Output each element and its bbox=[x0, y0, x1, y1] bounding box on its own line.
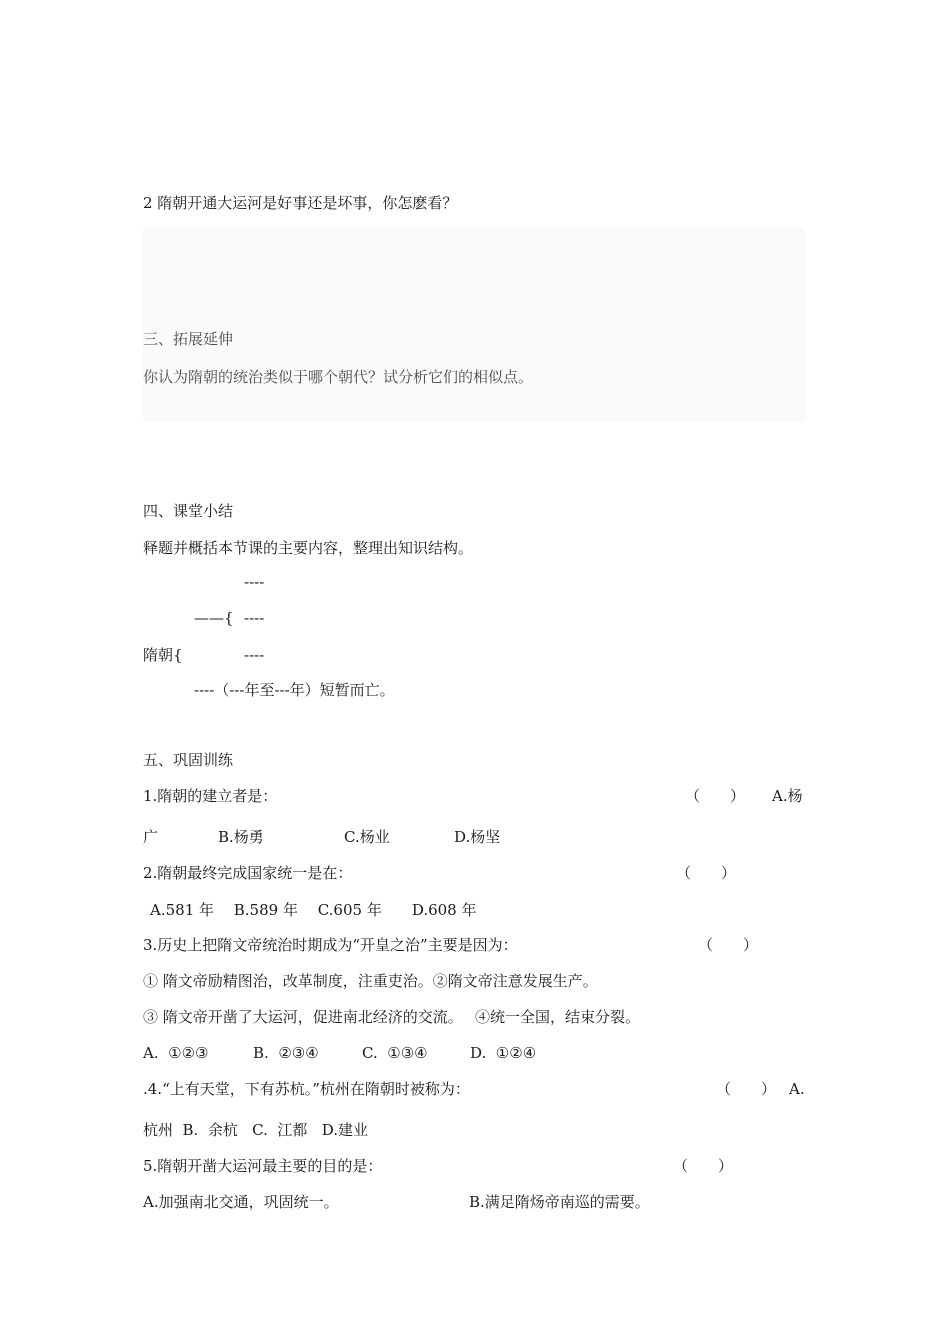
q5-option-b: B.满足隋炀帝南巡的需要。 bbox=[469, 1193, 650, 1211]
q2-answer-blank[interactable]: （ ） bbox=[676, 864, 737, 882]
q5-option-a: A.加强南北交通，巩固统一。 bbox=[143, 1193, 339, 1211]
q5-answer-blank[interactable]: （ ） bbox=[673, 1157, 734, 1175]
q4-options: 杭州 B. 余杭 C. 江都 D.建业 bbox=[143, 1121, 368, 1139]
summary-instruction: 释题并概括本节课的主要内容，整理出知识结构。 bbox=[143, 539, 474, 557]
q4-option-a-start: A. bbox=[789, 1080, 805, 1098]
q2-stem: 2.隋朝最终完成国家统一是在： bbox=[143, 864, 353, 882]
q1-option-a-start: A.杨 bbox=[772, 787, 803, 805]
q3-option-a: A. ①②③ bbox=[143, 1044, 209, 1062]
exercises-heading: 五、巩固训练 bbox=[143, 751, 234, 769]
q1-option-d: D.杨坚 bbox=[454, 828, 501, 846]
q1-option-a-end: 广 bbox=[143, 828, 159, 846]
answer-area bbox=[143, 228, 805, 422]
structure-row2-prefix: ——{ bbox=[194, 609, 234, 627]
structure-branch-2: ---- bbox=[244, 609, 265, 627]
q3-statements-1-2: ① 隋文帝励精图治，改革制度，注重吏治。②隋文帝注意发展生产。 bbox=[143, 972, 598, 990]
q4-answer-blank[interactable]: （ ） bbox=[716, 1080, 777, 1098]
q2-prompt: 2 隋朝开通大运河是好事还是坏事，你怎麽看？ bbox=[143, 194, 458, 212]
q3-statements-3-4: ③ 隋文帝开凿了大运河，促进南北经济的交流。 ④统一全国，结束分裂。 bbox=[143, 1008, 641, 1026]
q4-stem: .4.“上有天堂，下有苏杭。”杭州在隋朝时被称为： bbox=[143, 1080, 470, 1098]
structure-last-line: ----（---年至---年）短暂而亡。 bbox=[194, 681, 395, 699]
q1-option-c: C.杨业 bbox=[344, 828, 390, 846]
q2-options: A.581 年 B.589 年 C.605 年 D.608 年 bbox=[150, 901, 477, 919]
q3-option-c: C. ①③④ bbox=[362, 1044, 428, 1062]
q5-stem: 5.隋朝开凿大运河最主要的目的是： bbox=[143, 1157, 383, 1175]
q1-option-b: B.杨勇 bbox=[218, 828, 264, 846]
q3-answer-blank[interactable]: （ ） bbox=[698, 936, 759, 954]
structure-root-label: 隋朝{ bbox=[143, 646, 183, 664]
extension-prompt: 你认为隋朝的统治类似于哪个朝代？试分析它们的相似点。 bbox=[143, 368, 534, 386]
summary-heading: 四、课堂小结 bbox=[143, 502, 234, 520]
q3-stem: 3.历史上把隋文帝统治时期成为“开皇之治”主要是因为： bbox=[143, 936, 518, 954]
q1-answer-blank[interactable]: （ ） bbox=[685, 787, 746, 805]
structure-branch-1: ---- bbox=[244, 573, 265, 591]
q3-option-d: D. ①②④ bbox=[470, 1044, 537, 1062]
q1-stem: 1.隋朝的建立者是： bbox=[143, 787, 278, 805]
extension-heading: 三、拓展延伸 bbox=[143, 330, 234, 348]
structure-branch-3: ---- bbox=[244, 646, 265, 664]
q3-option-b: B. ②③④ bbox=[253, 1044, 319, 1062]
